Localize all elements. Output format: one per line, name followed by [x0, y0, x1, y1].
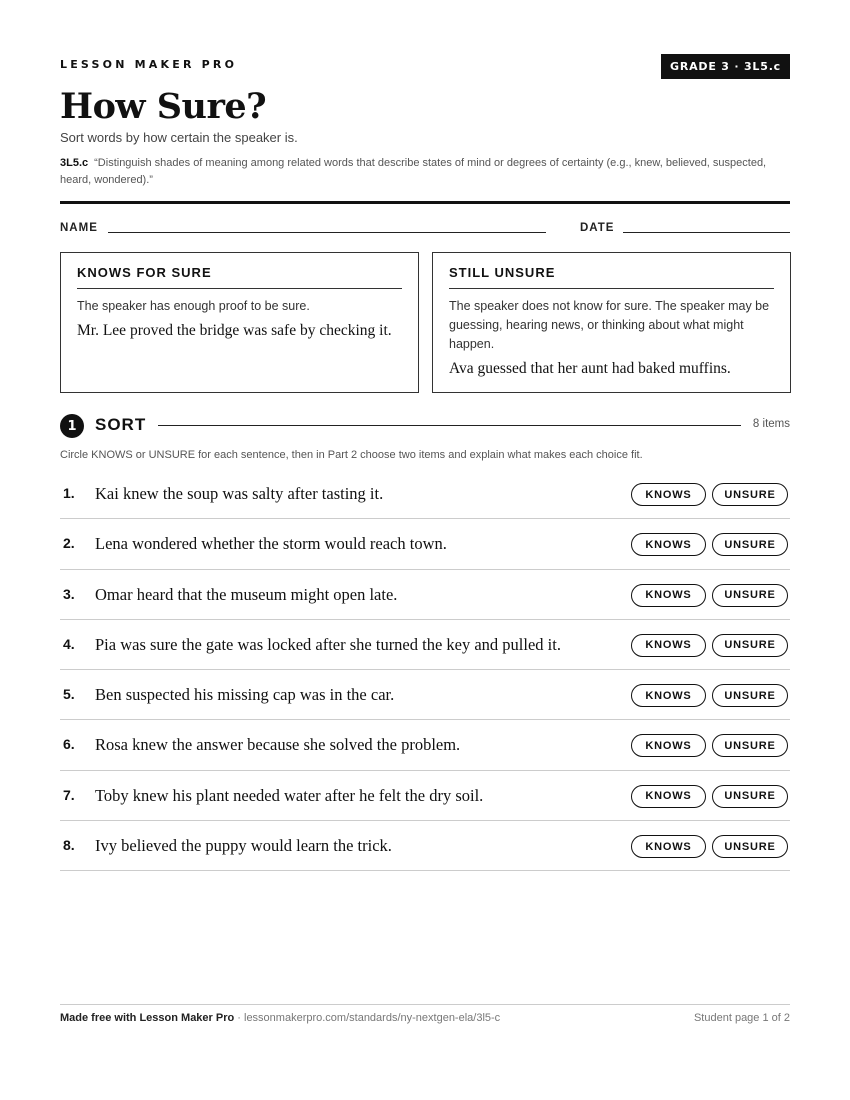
page-subtitle: Sort words by how certain the speaker is. — [60, 130, 298, 145]
standard-text: “Distinguish shades of meaning among related words that describe states of mind or degrees of certainty (e.g., knew, believed, suspected, heard, wondered).” — [60, 157, 767, 186]
grade-badge: GRADE 3 · 3L5.c — [661, 54, 790, 79]
footer-page-number: Student page 1 of 2 — [693, 1012, 790, 1024]
unsure-choice[interactable]: UNSURE — [712, 684, 788, 707]
sort-item — [60, 771, 790, 821]
brand-name: LESSON MAKER PRO — [60, 58, 238, 71]
header-divider — [60, 201, 790, 204]
item-sentence: Lena wondered whether the storm would reach town. — [95, 534, 447, 554]
page-title: How Sure? — [60, 86, 267, 127]
unsure-choice[interactable]: UNSURE — [712, 533, 788, 556]
sort-item — [60, 821, 790, 871]
unsure-choice[interactable]: UNSURE — [712, 835, 788, 858]
footer-made-with: Made free with Lesson Maker Pro — [60, 1012, 235, 1024]
unsure-choice[interactable]: UNSURE — [712, 634, 788, 657]
definition-box-unsure — [432, 252, 791, 393]
item-number: 8. — [63, 837, 75, 854]
section-item-count: 8 items — [752, 418, 790, 430]
item-sentence: Ben suspected his missing cap was in the car. — [95, 685, 395, 705]
definition-text: The speaker has enough proof to be sure. — [77, 299, 310, 313]
item-number: 1. — [63, 485, 75, 501]
date-field[interactable] — [623, 232, 790, 233]
sort-item-list — [60, 469, 790, 871]
definition-example: Mr. Lee proved the bridge was safe by checking it. — [77, 322, 392, 339]
standard-description — [60, 155, 790, 189]
item-sentence: Ivy believed the puppy would learn the trick. — [95, 836, 392, 856]
definition-box-knows — [60, 252, 419, 393]
unsure-choice[interactable]: UNSURE — [712, 483, 788, 506]
definition-heading: KNOWS FOR SURE — [77, 265, 402, 289]
footer-credit — [60, 1012, 500, 1024]
section-divider — [158, 425, 741, 426]
knows-choice[interactable]: KNOWS — [631, 533, 706, 556]
item-number: 6. — [63, 736, 75, 753]
sort-item — [60, 620, 790, 670]
footer-url[interactable]: · lessonmakerpro.com/standards/ny-nextgen-ela/3l5-c — [234, 1012, 501, 1024]
unsure-choice[interactable]: UNSURE — [712, 584, 788, 607]
knows-choice[interactable]: KNOWS — [631, 785, 706, 808]
section-instructions: Circle KNOWS or UNSURE for each sentence, then in Part 2 choose two items and explain what makes each choice fit. — [60, 449, 643, 461]
item-sentence: Rosa knew the answer because she solved the problem. — [95, 735, 461, 755]
section-number-badge: 1 — [60, 414, 84, 438]
item-sentence: Pia was sure the gate was locked after she turned the key and pulled it. — [95, 634, 561, 654]
knows-choice[interactable]: KNOWS — [631, 584, 706, 607]
definition-text: The speaker does not know for sure. The speaker may be guessing, hearing news, or thinking about what might happen. — [449, 299, 770, 351]
sort-item — [60, 670, 790, 720]
section-title: SORT — [95, 415, 147, 434]
item-number: 5. — [63, 686, 75, 703]
definition-heading: STILL UNSURE — [449, 265, 774, 289]
definition-example: Ava guessed that her aunt had baked muffins. — [449, 360, 731, 377]
footer-divider — [60, 1004, 790, 1005]
name-field[interactable] — [108, 232, 546, 233]
item-number: 2. — [63, 535, 75, 552]
knows-choice[interactable]: KNOWS — [631, 483, 706, 506]
knows-choice[interactable]: KNOWS — [631, 835, 706, 858]
knows-choice[interactable]: KNOWS — [631, 734, 706, 757]
item-number: 3. — [63, 585, 75, 602]
item-number: 7. — [63, 786, 75, 803]
unsure-choice[interactable]: UNSURE — [712, 785, 788, 808]
name-label: NAME — [60, 222, 98, 234]
knows-choice[interactable]: KNOWS — [631, 634, 706, 657]
item-sentence: Omar heard that the museum might open late. — [95, 584, 398, 604]
sort-item — [60, 570, 790, 620]
item-number: 4. — [63, 635, 75, 652]
sort-item — [60, 519, 790, 569]
item-sentence: Toby knew his plant needed water after he felt the dry soil. — [95, 785, 484, 805]
knows-choice[interactable]: KNOWS — [631, 684, 706, 707]
date-label: DATE — [580, 222, 615, 234]
standard-code: 3L5.c — [60, 157, 89, 169]
item-sentence: Kai knew the soup was salty after tasting it. — [95, 484, 384, 503]
unsure-choice[interactable]: UNSURE — [712, 734, 788, 757]
sort-item — [60, 720, 790, 770]
sort-item — [60, 469, 790, 519]
